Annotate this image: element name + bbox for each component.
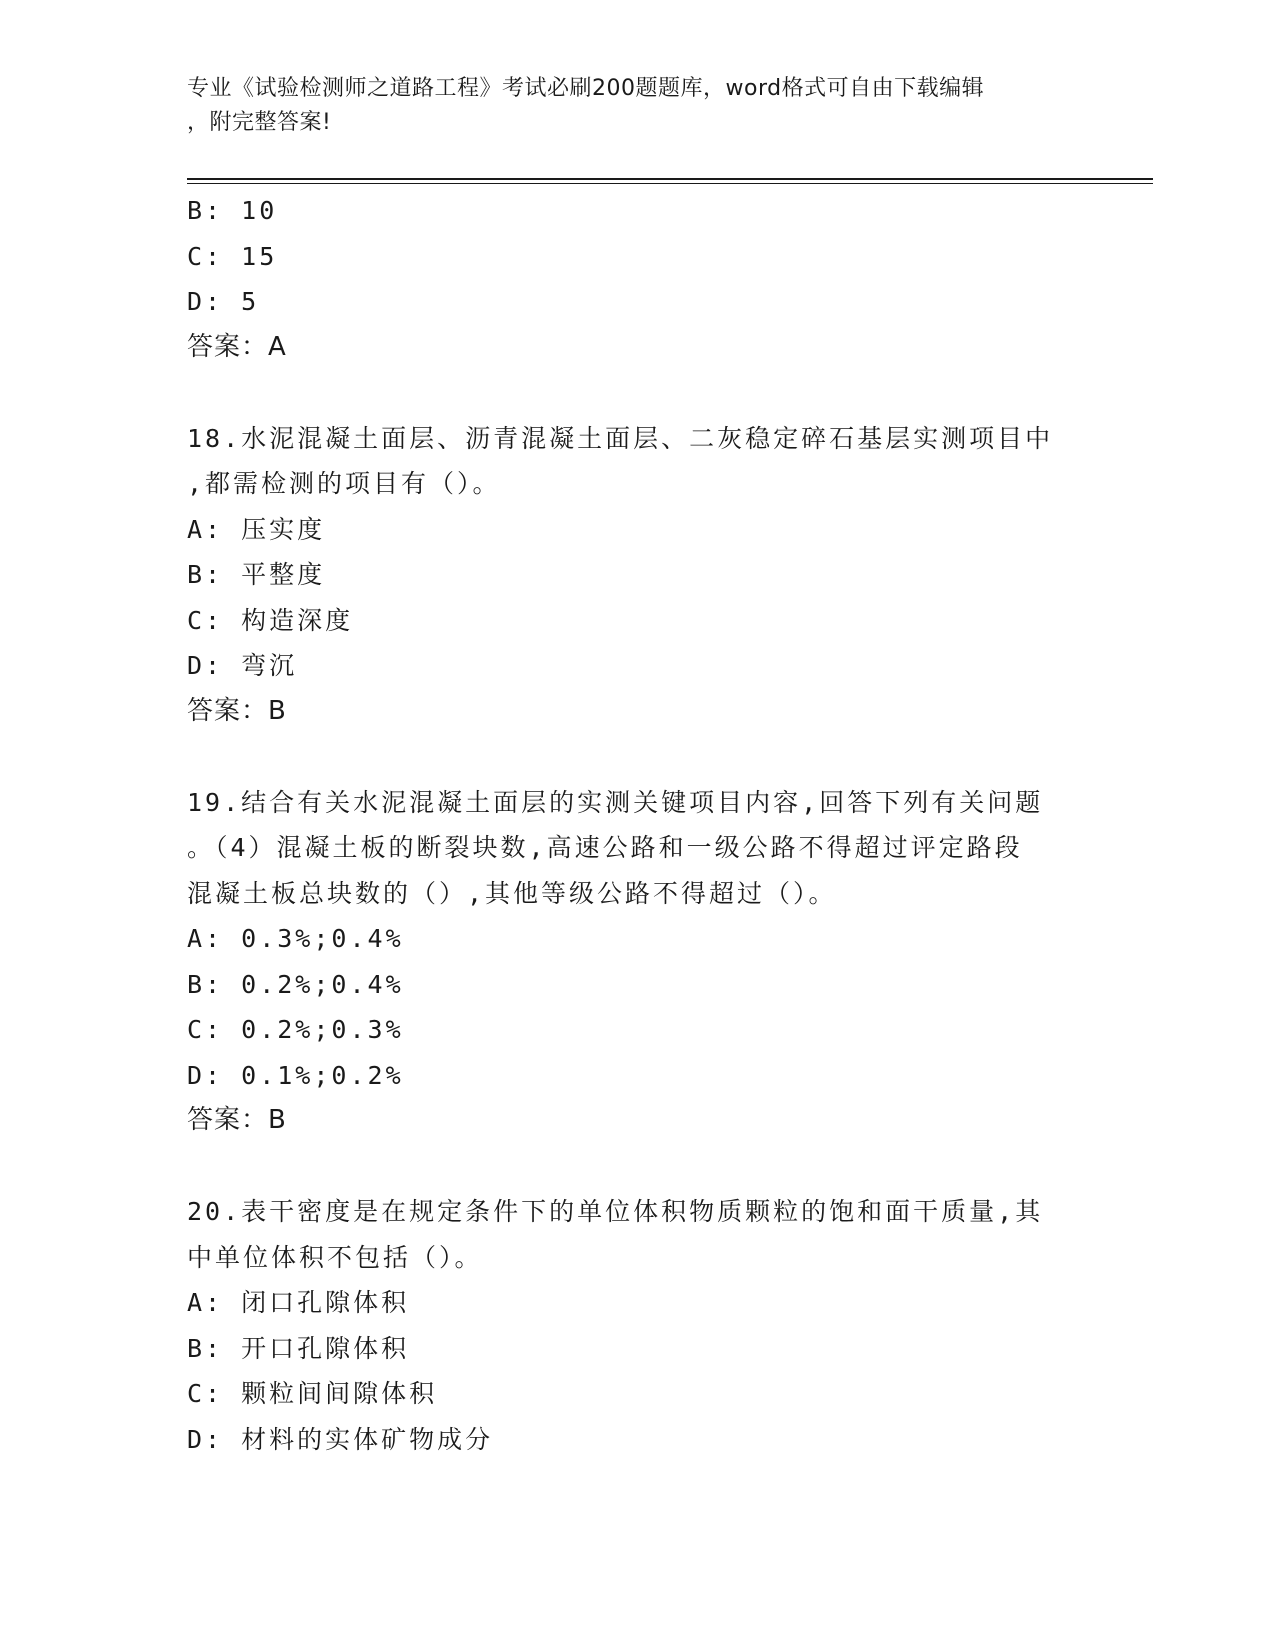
option-d: D: 弯沉 (187, 651, 298, 680)
answer-line: 答案：B (187, 695, 287, 726)
option-c: C: 构造深度 (187, 605, 354, 635)
question-17-continued (187, 188, 1087, 370)
header-line-2: ，附完整答案! (187, 110, 332, 135)
question-stem-line: 混凝土板总块数的（）,其他等级公路不得超过（）。 (187, 878, 837, 908)
option-a: A: 0.3%;0.4% (187, 924, 404, 953)
option-c: C: 0.2%;0.3% (187, 1015, 404, 1044)
question-20 (187, 1189, 1087, 1462)
header-line-1: 专业《试验检测师之道路工程》考试必刷200题题库，word格式可自由下载编辑 (187, 76, 985, 101)
spacer (187, 370, 1087, 416)
question-stem-line: 18.水泥混凝土面层、沥青混凝土面层、二灰稳定碎石基层实测项目中 (187, 423, 1054, 453)
option-d: D: 5 (187, 287, 260, 316)
option-d: D: 材料的实体矿物成分 (187, 1424, 494, 1454)
question-stem-line: 19.结合有关水泥混凝土面层的实测关键项目内容,回答下列有关问题 (187, 787, 1044, 817)
answer-line: 答案：A (187, 331, 287, 362)
option-d: D: 0.1%;0.2% (187, 1060, 404, 1090)
option-a: A: 闭口孔隙体积 (187, 1288, 410, 1317)
question-19 (187, 780, 1087, 1144)
option-b: B: 开口孔隙体积 (187, 1333, 410, 1363)
header-divider-thin (187, 183, 1153, 184)
option-c: C: 15 (187, 241, 278, 271)
question-list (187, 188, 1087, 1462)
answer-line: 答案：B (187, 1105, 287, 1135)
option-c: C: 颗粒间间隙体积 (187, 1379, 438, 1408)
option-b: B: 0.2%;0.4% (187, 969, 404, 999)
question-stem-line: ,都需检测的项目有（）。 (187, 469, 501, 498)
question-stem-line: 。（4）混凝土板的断裂块数,高速公路和一级公路不得超过评定路段 (187, 833, 1023, 862)
option-a: A: 压实度 (187, 514, 326, 544)
option-b: B: 平整度 (187, 560, 326, 589)
option-b: B: 10 (187, 196, 278, 225)
question-stem-line: 20.表干密度是在规定条件下的单位体积物质颗粒的饱和面干质量,其 (187, 1197, 1044, 1226)
question-18 (187, 416, 1087, 735)
spacer (187, 1144, 1087, 1190)
question-stem-line: 中单位体积不包括（）。 (187, 1242, 483, 1272)
document-header (187, 72, 1067, 140)
spacer (187, 734, 1087, 780)
header-divider-thick (187, 178, 1153, 180)
